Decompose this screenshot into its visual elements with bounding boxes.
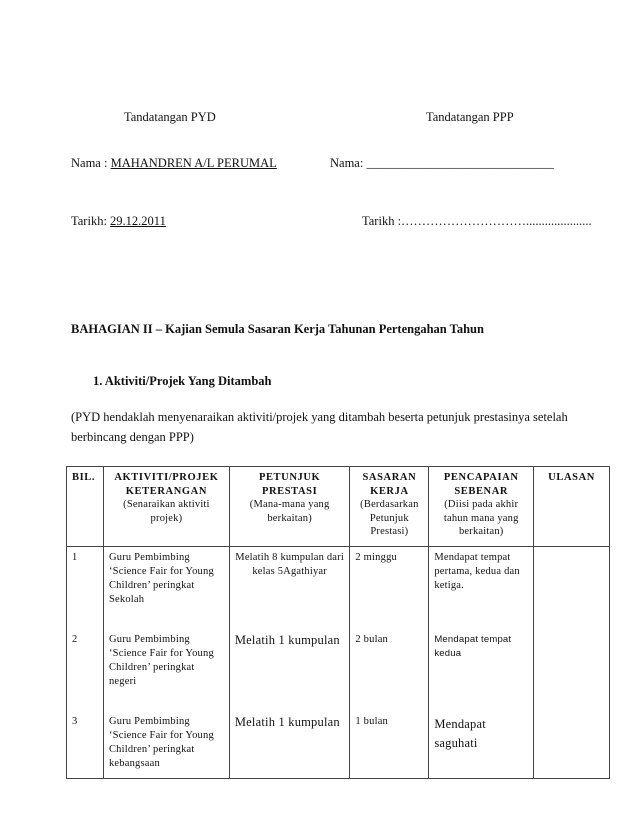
- header-pencapaian: PENCAPAIAN SEBENAR (Diisi pada akhir tahun mana yang berkaitan): [429, 467, 534, 547]
- row2-bil: 2: [67, 629, 104, 711]
- header-sasaran: SASARAN KERJA (Berdasarkan Petunjuk Prestasi): [350, 467, 429, 547]
- row2-petunjuk: Melatih 1 kumpulan: [229, 629, 350, 711]
- pyd-signature-label: Tandatangan PYD: [124, 110, 216, 124]
- table-row: [67, 547, 610, 629]
- row1-bil: 1: [67, 547, 104, 629]
- row1-petunjuk: Melatih 8 kumpulan dari kelas 5Agathiyar: [229, 547, 350, 629]
- activities-table: [66, 466, 610, 779]
- ppp-name-field: Nama: ______________________________: [330, 156, 554, 170]
- table-header-row: [67, 467, 610, 547]
- row2-ulasan: [534, 629, 610, 711]
- header-petunjuk: PETUNJUK PRESTASI (Mana-mana yang berkaitan): [229, 467, 350, 547]
- header-aktiviti-note: (Senaraikan aktiviti projek): [123, 499, 210, 524]
- row3-pencapaian: Mendapat saguhati: [429, 711, 534, 779]
- row1-sasaran: 2 minggu: [350, 547, 429, 629]
- row3-sasaran: 1 bulan: [350, 711, 429, 779]
- row1-aktiviti: Guru Pembimbing ‘Science Fair for Young Children’ peringkat Sekolah: [103, 547, 229, 629]
- row2-aktiviti: Guru Pembimbing ‘Science Fair for Young Children’ peringkat negeri: [103, 629, 229, 711]
- header-bil: BIL.: [67, 467, 104, 547]
- row1-ulasan: [534, 547, 610, 629]
- row3-bil: 3: [67, 711, 104, 779]
- header-petunjuk-note: (Mana-mana yang berkaitan): [249, 499, 330, 524]
- pyd-date-label: Tarikh:: [71, 214, 111, 228]
- pyd-date-field: [71, 214, 166, 229]
- header-sasaran-note: (Berdasarkan Petunjuk Prestasi): [360, 499, 419, 537]
- pyd-name-field: [71, 156, 277, 171]
- row3-petunjuk: Melatih 1 kumpulan: [229, 711, 350, 779]
- pyd-date-value: 29.12.2011: [110, 214, 166, 228]
- row2-sasaran: 2 bulan: [350, 629, 429, 711]
- ppp-date-field: Tarikh :………………………….....................: [362, 214, 592, 228]
- row2-pencapaian: Mendapat tempat kedua: [429, 629, 534, 711]
- section-heading: BAHAGIAN II – Kajian Semula Sasaran Kerja Tahunan Pertengahan Tahun: [71, 322, 484, 336]
- ppp-signature-label: Tandatangan PPP: [426, 110, 514, 124]
- header-aktiviti: AKTIVITI/PROJEK KETERANGAN (Senaraikan aktiviti projek): [103, 467, 229, 547]
- row3-aktiviti: Guru Pembimbing ‘Science Fair for Young Children’ peringkat kebangsaan: [103, 711, 229, 779]
- subsection-heading: 1. Aktiviti/Projek Yang Ditambah: [93, 374, 272, 388]
- instruction-paragraph: (PYD hendaklah menyenaraikan aktiviti/projek yang ditambah beserta petunjuk prestasinya setelah berbincang dengan PPP): [71, 410, 568, 444]
- table-row: [67, 629, 610, 711]
- row1-pencapaian: Mendapat tempat pertama, kedua dan ketiga.: [429, 547, 534, 629]
- pyd-name-label: Nama :: [71, 156, 111, 170]
- row3-ulasan: [534, 711, 610, 779]
- table-row: [67, 711, 610, 779]
- pyd-name-value: MAHANDREN A/L PERUMAL: [110, 156, 277, 170]
- header-pencapaian-note: (Diisi pada akhir tahun mana yang berkaitan): [443, 499, 519, 537]
- header-ulasan: ULASAN: [534, 467, 610, 547]
